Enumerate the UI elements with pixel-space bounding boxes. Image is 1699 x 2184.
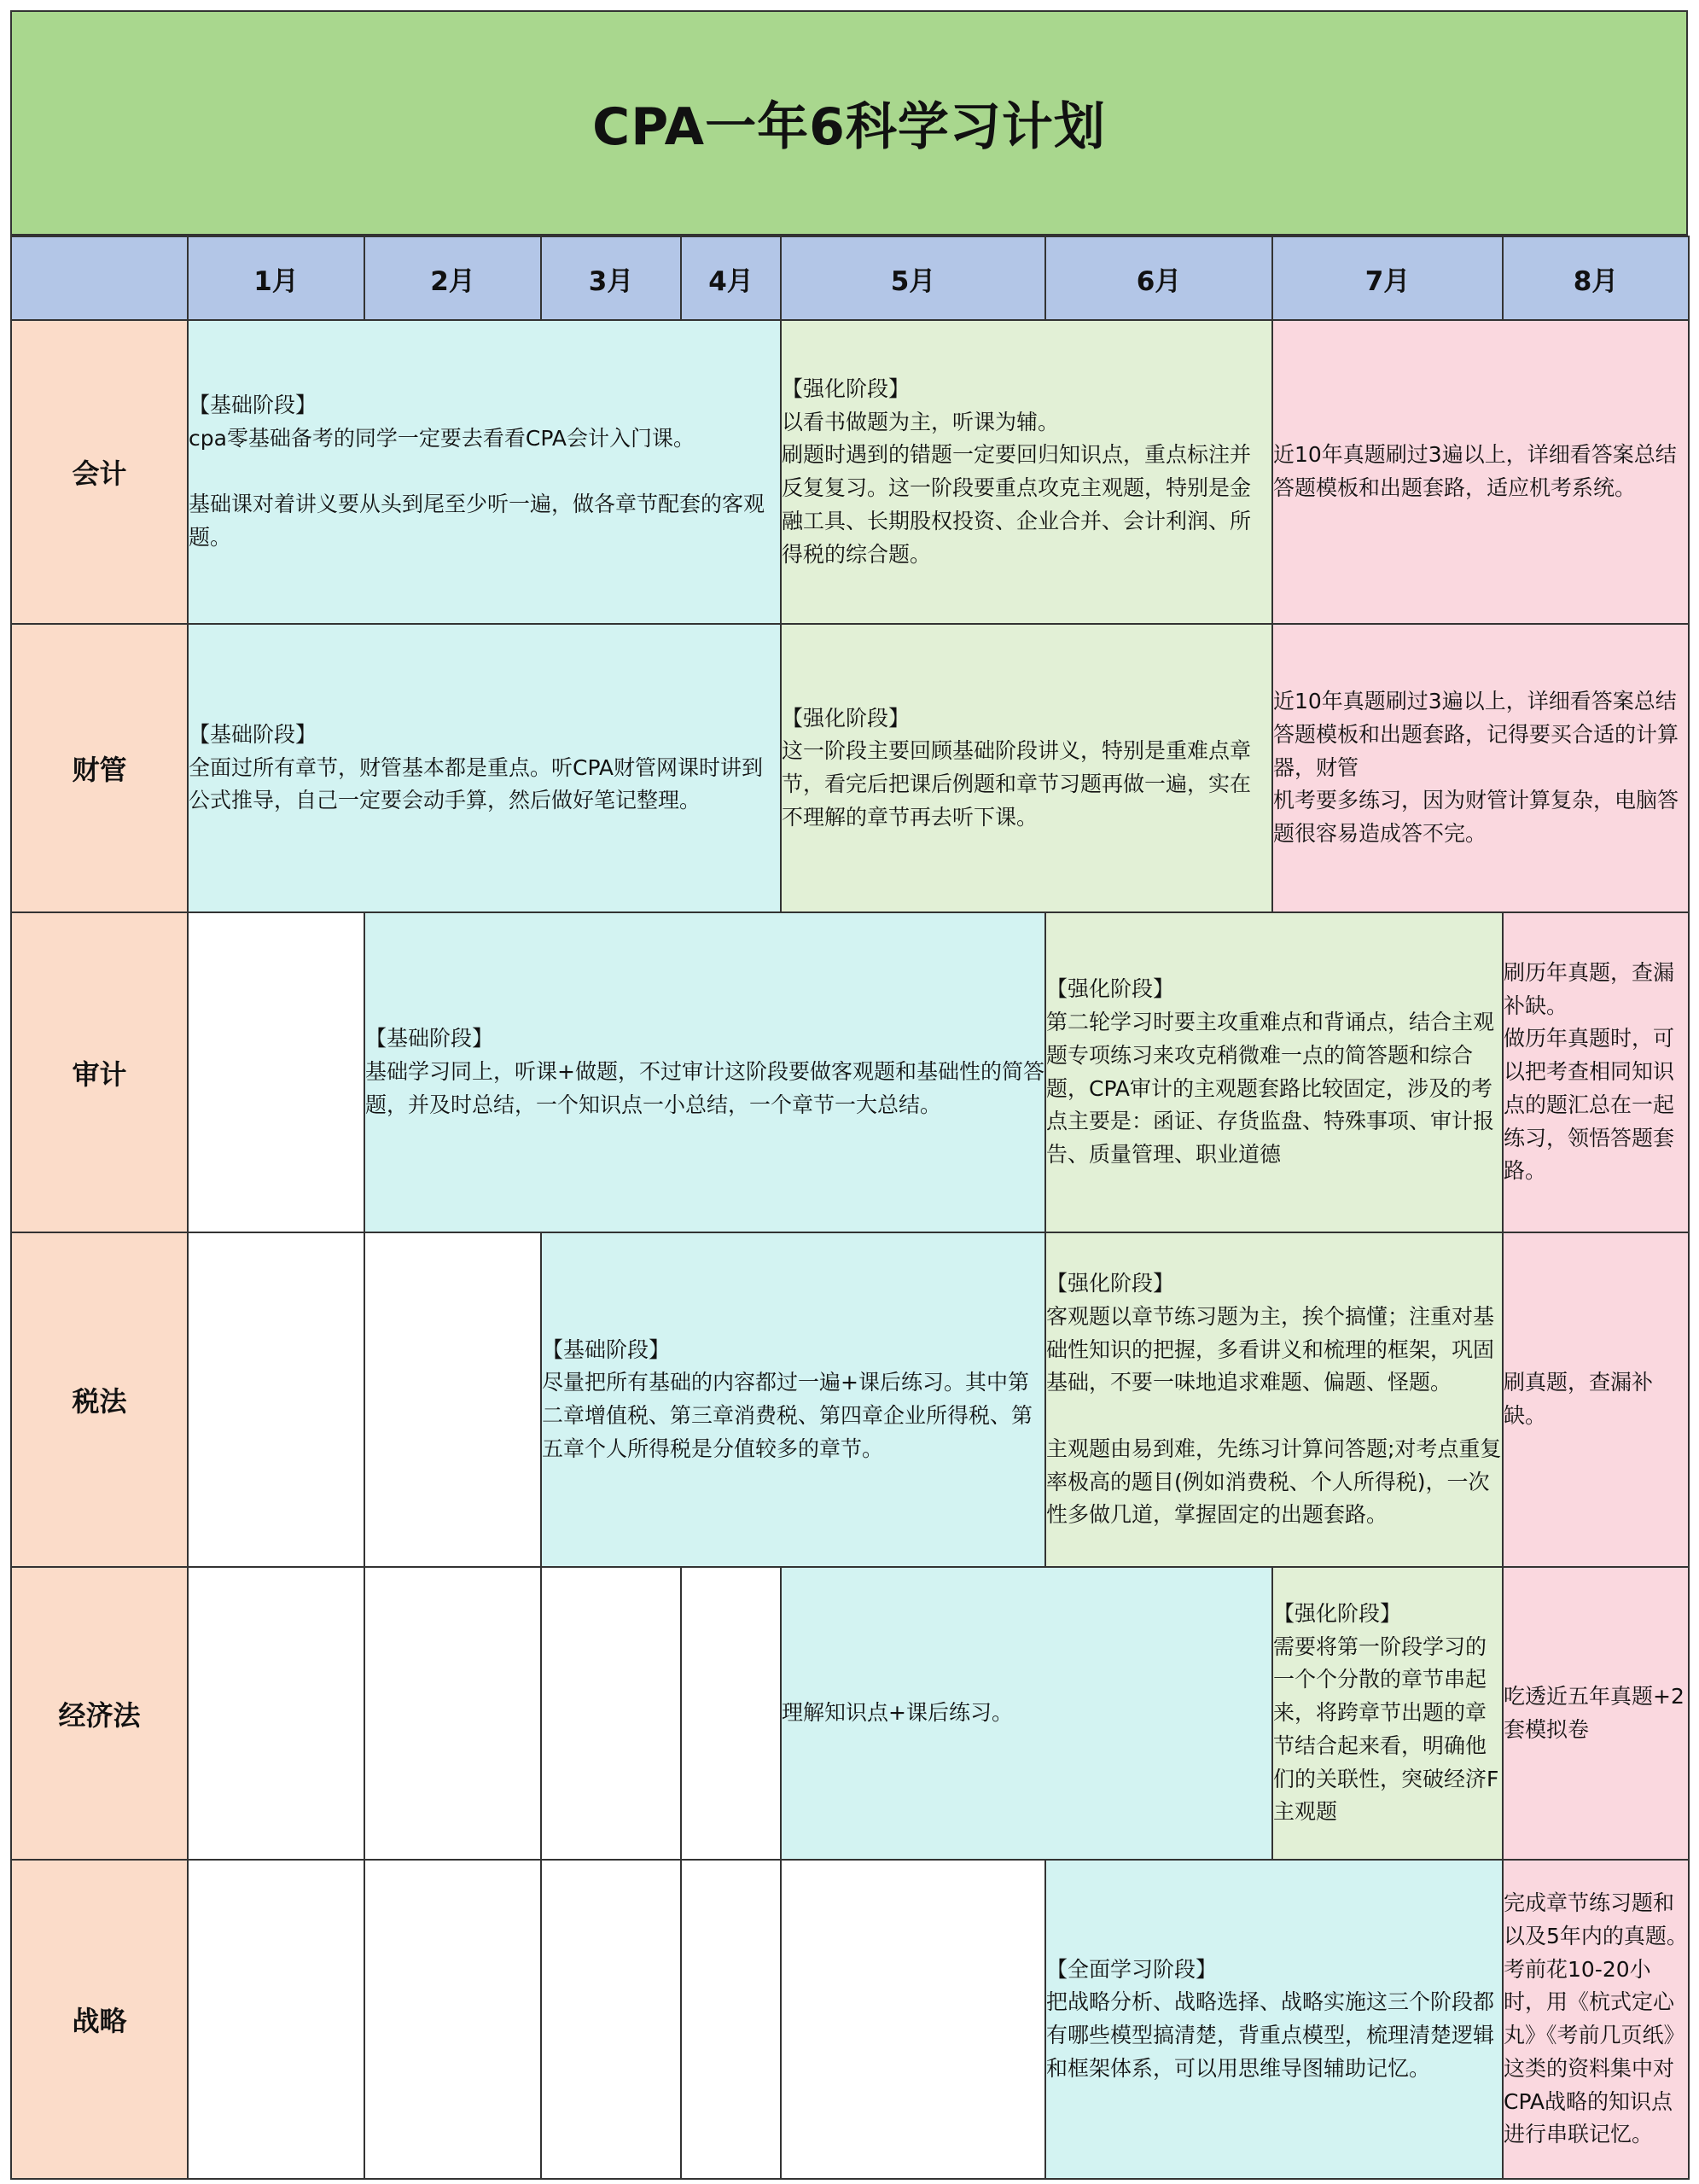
empty-cell [541,1567,681,1860]
empty-cell [781,1860,1045,2179]
plan-cell-intensive [781,320,1272,624]
plan-cell-intensive [1272,1567,1503,1860]
month-header: 4月 [681,236,781,320]
plan-text: 吃透近五年真题+2套模拟卷 [1504,1683,1684,1742]
empty-cell [681,1567,781,1860]
stage-label: 【强化阶段】 [782,705,911,731]
month-header-row [11,236,1689,320]
subject-label: 战略 [11,1860,188,2179]
plan-cell-basic [188,320,781,624]
plan-text: 近10年真题刷过3遍以上，详细看答案总结答题模板和出题套路，适应机考系统。 [1273,442,1677,500]
plan-cell-basic [541,1232,1045,1567]
study-plan-table [10,236,1690,2180]
plan-text: 基础学习同上，听课+做题，不过审计这阶段要做客观题和基础性的简答题，并及时总结，一个知识点一小总结，一个章节一大总结。 [365,1059,1044,1117]
empty-cell [188,1567,364,1860]
plan-cell-sprint [1503,1860,1689,2179]
plan-cell-sprint [1272,624,1689,912]
subject-label: 会计 [11,320,188,624]
stage-label: 【基础阶段】 [365,1026,494,1051]
plan-cell-intensive [781,624,1272,912]
plan-text: 第二轮学习时要主攻重难点和背诵点，结合主观题专项练习来攻克稍微难一点的简答题和综合题，CPA审计的主观题套路比较固定，涉及的考点主要是：函证、存货监盘、特殊事项、审计报告、质量管理、职业道德 [1046,1010,1495,1167]
plan-cell-basic [364,912,1045,1232]
stage-label: 【强化阶段】 [1046,976,1175,1002]
empty-cell [681,1860,781,2179]
plan-text: 客观题以章节练习题为主，挨个搞懂；注重对基础性知识的把握，多看讲义和梳理的框架，巩固基础，不要一味地追求难题、偏题、怪题。 主观题由易到难，先练习计算问答题;对考点重复率极高的题目(例如消费税、个人所得税)，一次性多做几道，掌握固定的出题套路。 [1046,1303,1502,1528]
month-header: 6月 [1045,236,1272,320]
empty-cell [364,1860,541,2179]
plan-cell-basic [188,624,781,912]
plan-text: 尽量把所有基础的内容都过一遍+课后练习。其中第二章增值税、第三章消费税、第四章企业所得税、第五章个人所得税是分值较多的章节。 [542,1370,1033,1461]
plan-text: 把战略分析、战略选择、战略实施这三个阶段都有哪些模型搞清楚，背重点模型，梳理清楚逻辑和框架体系，可以用思维导图辅助记忆。 [1046,1989,1495,2081]
title-banner [10,10,1688,236]
stage-label: 【基础阶段】 [189,393,317,418]
header-corner [11,236,188,320]
empty-cell [364,1232,541,1567]
plan-cell-intensive [1045,912,1503,1232]
subject-row-audit [11,912,1689,1232]
plan-text: 以看书做题为主，听课为辅。 刷题时遇到的错题一定要回归知识点，重点标注并反复复习。这一阶段要重点攻克主观题，特别是金融工具、长期股权投资、企业合并、会计利润、所得税的综合题。 [782,409,1252,567]
stage-label: 【基础阶段】 [189,721,317,747]
empty-cell [188,1860,364,2179]
plan-text: 刷历年真题，查漏补缺。 做历年真题时，可以把考查相同知识点的题汇总在一起练习，领悟答题套路。 [1504,959,1675,1184]
plan-cell-sprint [1503,1567,1689,1860]
plan-text: 近10年真题刷过3遍以上，详细看答案总结答题模板和出题套路，记得要买合适的计算器，财管 机考要多练习，因为财管计算复杂，电脑答题很容易造成答不完。 [1273,689,1679,847]
plan-text: 完成章节练习题和以及5年内的真题。考前花10-20小时，用《杭式定心丸》《考前几页纸》这类的资料集中对CPA战略的知识点进行串联记忆。 [1504,1890,1688,2147]
plan-text: 这一阶段主要回顾基础阶段讲义，特别是重难点章节，看完后把课后例题和章节习题再做一遍，实在不理解的章节再去听下课。 [782,738,1252,830]
stage-label: 【强化阶段】 [1273,1600,1402,1626]
month-header: 8月 [1503,236,1689,320]
subject-row-economic-law [11,1567,1689,1860]
page-title: CPA一年6科学习计划 [592,97,1106,157]
empty-cell [541,1860,681,2179]
plan-text: 需要将第一阶段学习的一个个分散的章节串起来，将跨章节出题的章节结合起来看，明确他们的关联性，突破经济F主观题 [1273,1634,1499,1825]
plan-cell-sprint [1503,1232,1689,1567]
subject-row-strategy [11,1860,1689,2179]
month-header: 1月 [188,236,364,320]
stage-label: 【全面学习阶段】 [1046,1956,1218,1982]
stage-label: 【强化阶段】 [1046,1271,1175,1296]
empty-cell [188,912,364,1232]
month-header: 5月 [781,236,1045,320]
stage-label: 【强化阶段】 [782,376,911,401]
month-header: 2月 [364,236,541,320]
subject-row-tax-law [11,1232,1689,1567]
month-header: 7月 [1272,236,1503,320]
empty-cell [188,1232,364,1567]
plan-text: 刷真题，查漏补缺。 [1504,1370,1654,1428]
subject-row-accounting [11,320,1689,624]
plan-cell-sprint [1503,912,1689,1232]
plan-cell-intensive [1045,1232,1503,1567]
month-header: 3月 [541,236,681,320]
plan-cell-basic [781,1567,1272,1860]
subject-label: 财管 [11,624,188,912]
empty-cell [364,1567,541,1860]
subject-label: 税法 [11,1232,188,1567]
subject-row-financial-management [11,624,1689,912]
plan-text: 全面过所有章节，财管基本都是重点。听CPA财管网课时讲到公式推导，自己一定要会动手算，然后做好笔记整理。 [189,754,764,813]
stage-label: 【基础阶段】 [542,1337,671,1362]
plan-text: 理解知识点+课后练习。 [782,1700,1013,1726]
subject-label: 审计 [11,912,188,1232]
plan-text: cpa零基础备考的同学一定要去看看CPA会计入门课。 基础课对着讲义要从头到尾至少听一遍，做各章节配套的客观题。 [189,425,765,550]
plan-cell-full-study [1045,1860,1503,2179]
plan-cell-sprint [1272,320,1689,624]
subject-label: 经济法 [11,1567,188,1860]
